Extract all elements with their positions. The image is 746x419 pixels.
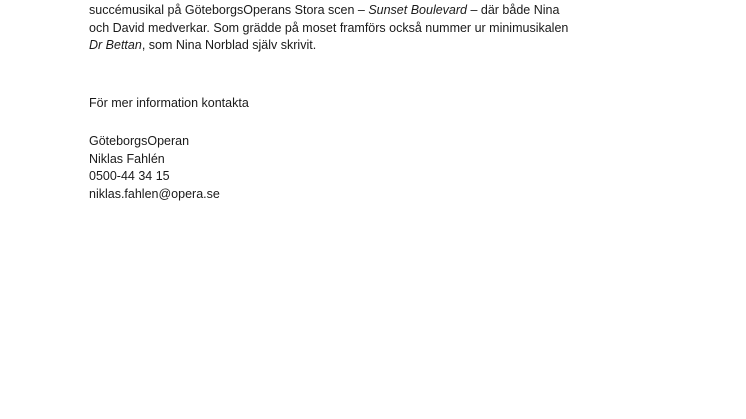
line-1-text-b: – där både Nina (467, 3, 560, 17)
contact-organization: GöteborgsOperan (89, 134, 190, 148)
line-1-text-a: succémusikal på GöteborgsOperans Stora scen – (89, 3, 369, 17)
contact-email: niklas.fahlen@opera.se (89, 186, 220, 201)
contact-intro: För mer information kontakta (89, 96, 249, 110)
body-paragraph (89, 0, 568, 55)
line-3-title-italic: Dr Bettan (89, 38, 142, 52)
line-1-title-italic: Sunset Boulevard (368, 3, 467, 17)
partially-visible-line (89, 0, 568, 2)
contact-phone: 0500-44 34 15 (89, 169, 170, 183)
paragraph-line-1 (89, 2, 568, 20)
contact-name: Niklas Fahlén (89, 151, 165, 166)
paragraph-line-3 (89, 37, 568, 55)
line-3-text-b: , som Nina Norblad själv skrivit. (141, 38, 317, 52)
contact-block (89, 133, 220, 203)
paragraph-line-2: och David medverkar. Som grädde på moset framförs också nummer ur minimusikalen (89, 20, 569, 35)
cut-line-text (89, 0, 568, 2)
